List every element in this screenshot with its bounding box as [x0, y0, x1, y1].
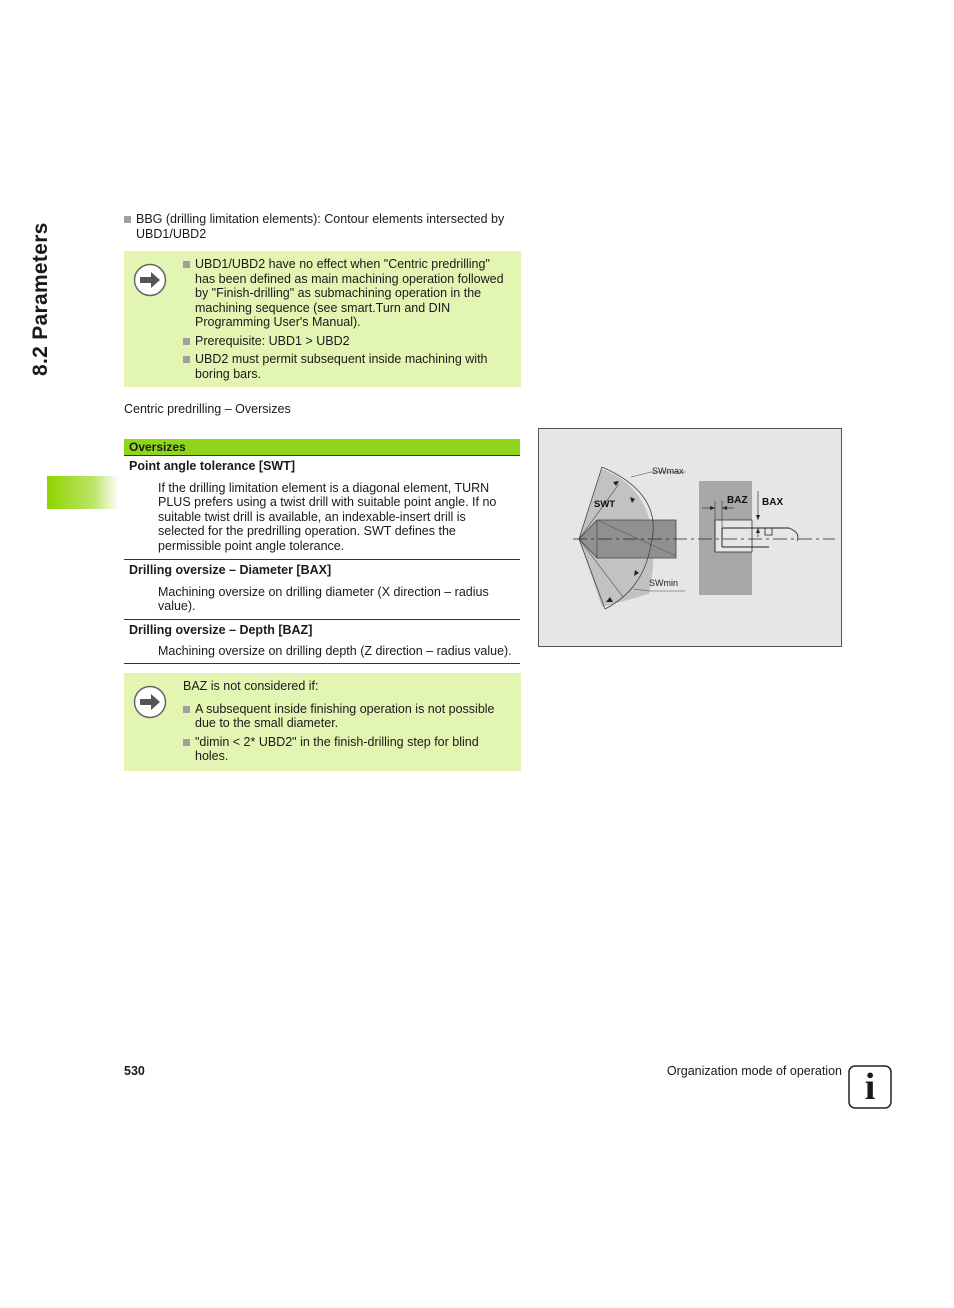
param-title: Drilling oversize – Depth [BAZ]	[129, 622, 313, 637]
note1-item-text: UBD2 must permit subsequent inside machining with boring bars.	[195, 352, 488, 381]
chapter-title: Organization mode of operation	[666, 1064, 842, 1078]
bullet-square-icon	[183, 338, 190, 345]
param-description: Machining oversize on drilling depth (Z direction – radius value).	[158, 644, 512, 658]
info-glyph: i	[864, 1066, 876, 1108]
param-description: Machining oversize on drilling diameter (X direction – radius value).	[158, 584, 489, 613]
page-number: 530	[124, 1064, 145, 1078]
param-title: Drilling oversize – Diameter [BAX]	[129, 563, 332, 577]
bullet-square-icon	[183, 356, 190, 363]
note2-item-text: A subsequent inside finishing operation is not possible due to the small diameter.	[195, 701, 495, 730]
oversizes-table	[124, 439, 520, 664]
note2-lead: BAZ is not considered if:	[183, 679, 319, 693]
note1-item-text: Prerequisite: UBD1 > UBD2	[195, 333, 350, 348]
divider	[124, 663, 520, 664]
drilling-oversize-figure	[538, 428, 842, 647]
arrow-right-icon	[133, 263, 167, 297]
note1-item	[183, 257, 513, 330]
bullet-square-icon	[183, 706, 190, 713]
param-row	[124, 620, 520, 659]
section-side-title: 8.2 Parameters	[29, 222, 52, 376]
swmin-label: SWmin	[649, 578, 678, 588]
intro-bullet	[124, 212, 536, 241]
param-description: If the drilling limitation element is a diagonal element, TURN PLUS prefers using a twist drill with suitable point angle. If no suitable twist drill is available, an indexable-insert drill is selected for the predrilling operation. SWT defines the permissible point angle tolerance.	[158, 480, 497, 553]
info-icon	[848, 1065, 892, 1109]
note2-item	[183, 735, 513, 764]
bax-label: BAX	[762, 497, 784, 508]
note2-item	[183, 702, 513, 731]
baz-label: BAZ	[727, 495, 748, 506]
section-caption: Centric predrilling – Oversizes	[124, 402, 291, 416]
swt-label: SWT	[594, 499, 616, 510]
arrow-right-icon	[133, 685, 167, 719]
bullet-square-icon	[183, 739, 190, 746]
note1-item	[183, 334, 513, 349]
note-box-2	[124, 673, 521, 771]
param-row	[124, 456, 520, 553]
table-header: Oversizes	[124, 439, 520, 455]
note2-item-text: "dimin < 2* UBD2" in the finish-drilling step for blind holes.	[195, 734, 479, 763]
bullet-square-icon	[124, 216, 131, 223]
note-box-1	[124, 251, 521, 387]
section-tab-marker	[47, 476, 119, 509]
param-title: Point angle tolerance [SWT]	[129, 459, 295, 473]
swmax-label: SWmax	[652, 466, 684, 476]
drilling-diagram	[539, 429, 841, 646]
note1-item	[183, 352, 513, 381]
bullet-square-icon	[183, 261, 190, 268]
note1-item-text: UBD1/UBD2 have no effect when "Centric predrilling" has been defined as main machining operation followed by "Finish-drilling" as submachining operation in the machining sequence (see smart.Turn and DIN Programming User's Manual).	[195, 257, 504, 329]
param-row	[124, 560, 520, 614]
intro-bullet-text: BBG (drilling limitation elements): Contour elements intersected by UBD1/UBD2	[136, 212, 505, 241]
